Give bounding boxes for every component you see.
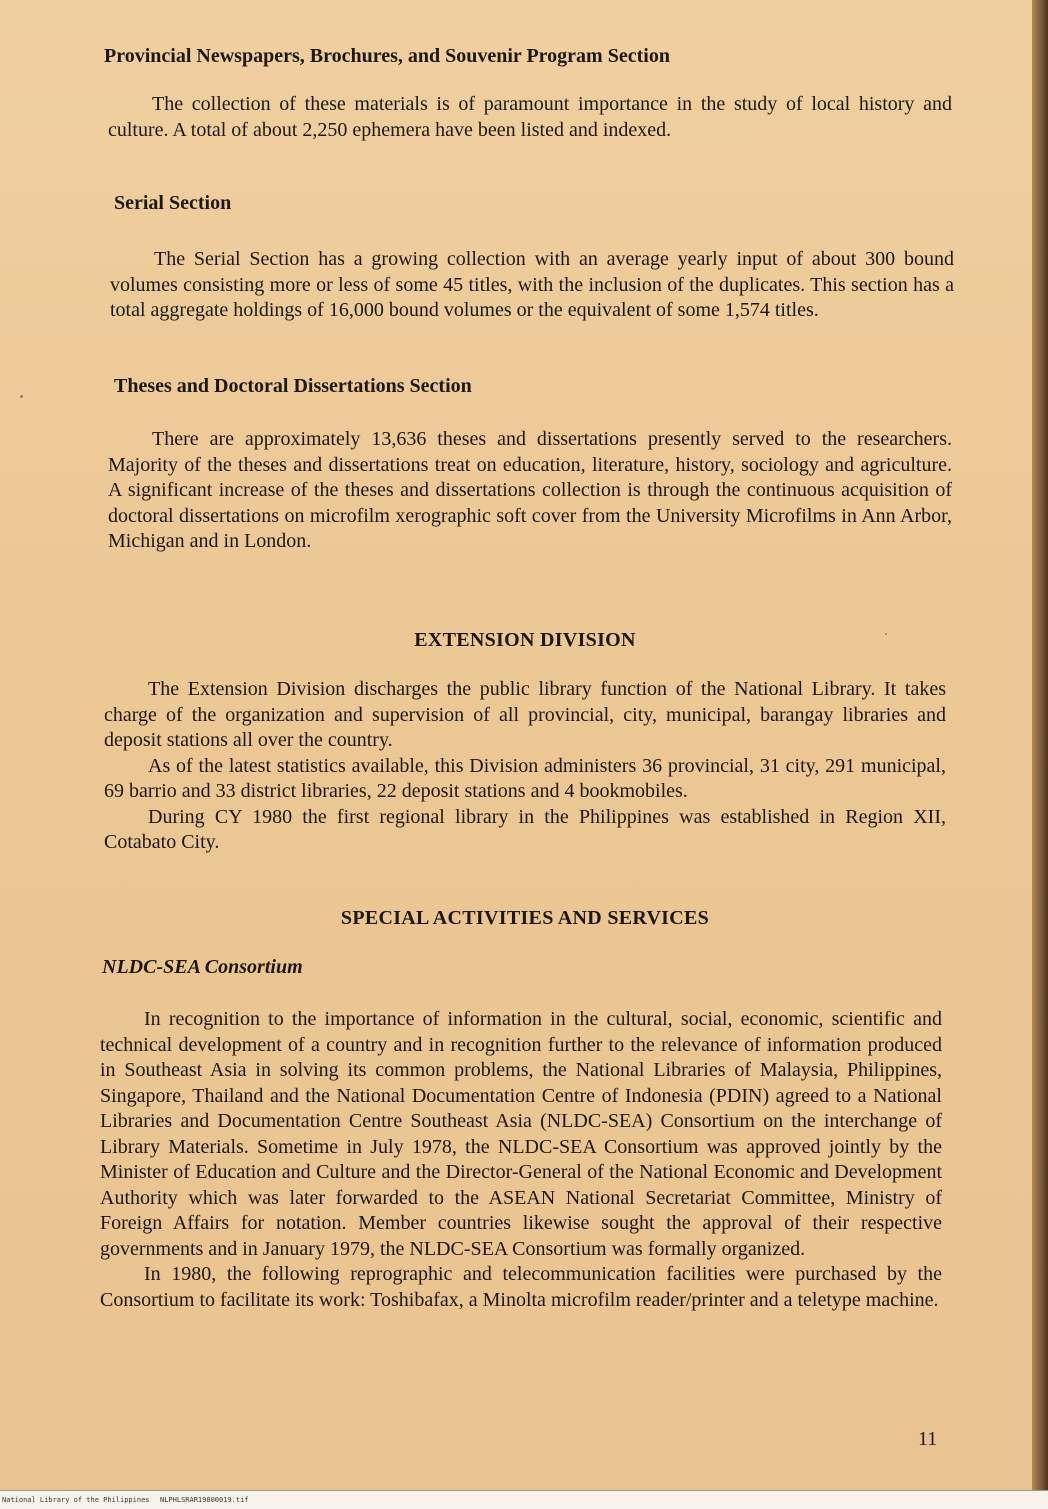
- special-activities-body: [100, 1007, 942, 1313]
- extension-paragraph-1: The Extension Division discharges the public library function of the National Library. It takes charge of the organization and supervision of all provincial, city, municipal, barangay libraries and deposit stations all over the country.: [104, 678, 946, 751]
- nldc-sea-subheading: NLDC-SEA Consortium: [102, 956, 303, 978]
- extension-division-heading: EXTENSION DIVISION: [414, 629, 636, 651]
- provincial-section-heading: Provincial Newspapers, Brochures, and Souvenir Program Section: [104, 45, 670, 67]
- scan-footer: [0, 1490, 1048, 1509]
- scan-footer-source: National Library of the Philippines: [2, 1496, 150, 1504]
- special-activities-heading: SPECIAL ACTIVITIES AND SERVICES: [340, 907, 710, 929]
- nldc-sea-paragraph-1: In recognition to the importance of information in the cultural, social, economic, scientific and technical development of a country and in recognition further to the relevance of information produced in Southeast Asia in solving its common problems, the National Libraries of Malaysia, Philippines, Singapore, Thailand and the National Documentation Centre of Indonesia (PDIN) agreed to a National Libraries and Documentation Centre Southeast Asia (NLDC-SEA) Consortium on the interchange of Library Materials. Sometime in July 1978, the NLDC-SEA Consortium was approved jointly by the Minister of Education and Culture and the Director-General of the National Economic and Development Authority which was later forwarded to the ASEAN National Secretariat Committee, Ministry of Foreign Affairs for notation. Member countries likewise sought the approval of their respective governments and in January 1979, the NLDC-SEA Consortium was formally organized.: [100, 1008, 942, 1260]
- extension-paragraph-3: During CY 1980 the first regional library in the Philippines was established in Region XII, Cotabato City.: [104, 805, 946, 853]
- nldc-sea-paragraph-2: In 1980, the following reprographic and telecommunication facilities were purchased by the Consortium to facilitate its work: Toshibafax, a Minolta microfilm reader/printer and a teletype machine.: [100, 1263, 942, 1311]
- serial-section-heading: Serial Section: [114, 192, 232, 214]
- extension-paragraph-2: As of the latest statistics available, this Division administers 36 provincial, 31 city, 291 municipal, 69 barrio and 33 district libraries, 22 deposit stations and 4 bookmobiles.: [104, 754, 946, 802]
- theses-section-paragraph: There are approximately 13,636 theses and dissertations presently served to the researchers. Majority of the theses and dissertations treat on education, literature, history, sociology and agriculture. A significant increase of the theses and dissertations collection is through the continuous acquisition of doctoral dissertations on microfilm xerographic soft cover from the University Microfilms in Ann Arbor, Michigan and in London.: [108, 428, 952, 552]
- provincial-section-paragraph: The collection of these materials is of paramount importance in the study of local history and culture. A total of about 2,250 ephemera have been listed and indexed.: [108, 93, 952, 141]
- scan-footer-filename: NLPHLSRAR19800019.tif: [160, 1496, 249, 1504]
- extension-division-body: [104, 677, 946, 856]
- paper-speck: [885, 633, 887, 635]
- serial-section-paragraph: The Serial Section has a growing collection with an average yearly input of about 300 bound volumes consisting more or less of some 45 titles, with the inclusion of the duplicates. This section has a total aggregate holdings of 16,000 bound volumes or the equivalent of some 1,574 titles.: [110, 248, 954, 321]
- paper-speck: [20, 395, 23, 398]
- page-number: 11: [918, 1428, 938, 1450]
- theses-section-heading: Theses and Doctoral Dissertations Section: [114, 375, 472, 397]
- page-edge-shadow: [1032, 0, 1048, 1508]
